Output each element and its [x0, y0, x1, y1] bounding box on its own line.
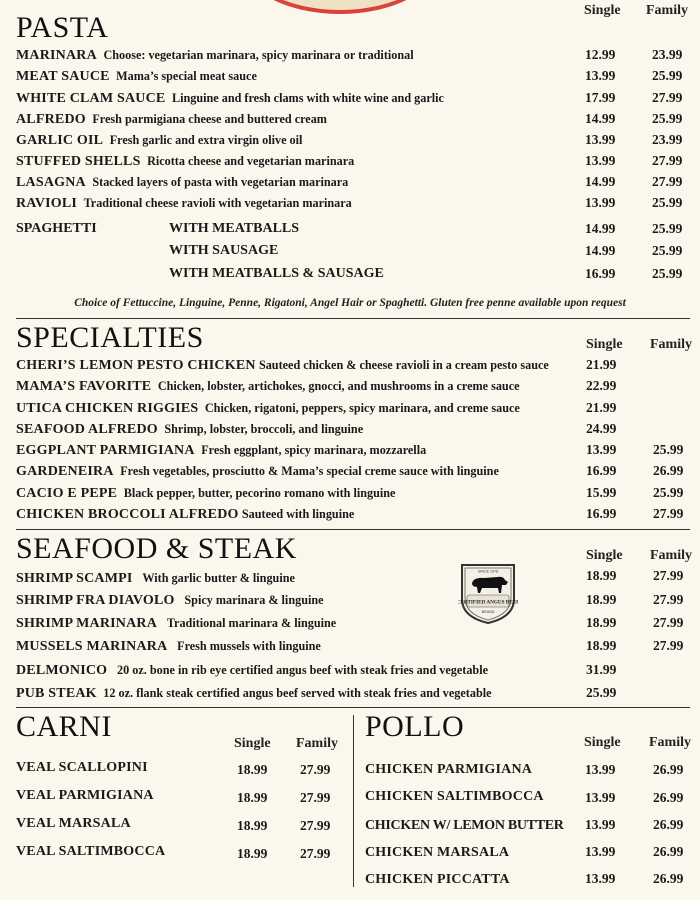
- menu-item: [16, 592, 324, 609]
- carni-heading: CARNI: [16, 710, 112, 743]
- single-price: 13.99: [585, 153, 616, 168]
- family-price: 25.99: [653, 485, 684, 500]
- item-description: Chicken, lobster, artichokes, gnocci, and mushrooms in a creme sauce: [157, 379, 520, 393]
- menu-item: [16, 485, 395, 502]
- item-name: CHICKEN MARSALA: [365, 845, 510, 860]
- item-name: MEAT SAUCE: [16, 69, 110, 84]
- menu-item: [16, 421, 363, 438]
- menu-item: [16, 815, 131, 832]
- family-price: 26.99: [653, 790, 684, 805]
- item-name: STUFFED SHELLS: [16, 154, 141, 169]
- single-price: 24.99: [586, 421, 617, 436]
- item-description: Black pepper, butter, pecorino romano with linguine: [123, 486, 396, 500]
- family-price: 25.99: [652, 243, 683, 258]
- item-name: SEAFOOD ALFREDO: [16, 422, 158, 437]
- item-description: Fresh mussels with linguine: [177, 639, 321, 653]
- single-price: 16.99: [585, 266, 616, 281]
- menu-item: [16, 615, 336, 632]
- single-price: 14.99: [585, 111, 616, 126]
- menu-item: [16, 357, 549, 374]
- seafood-single-header: Single: [586, 548, 623, 563]
- item-name: SPAGHETTI: [16, 221, 97, 236]
- pollo-heading: POLLO: [365, 710, 465, 743]
- menu-item: [365, 871, 510, 888]
- menu-item: [16, 787, 154, 804]
- spaghetti-option-label: WITH MEATBALLS: [169, 221, 300, 236]
- family-price: 25.99: [652, 221, 683, 236]
- single-price: 31.99: [586, 662, 617, 677]
- family-price: 27.99: [653, 615, 684, 630]
- seafood-family-header: Family: [650, 548, 692, 563]
- item-name: SHRIMP SCAMPI: [16, 571, 133, 586]
- menu-item: [365, 761, 532, 778]
- item-description: Ricotta cheese and vegetarian marinara: [147, 154, 355, 168]
- family-price: 27.99: [653, 506, 684, 521]
- single-price: 25.99: [586, 685, 617, 700]
- menu-item: [16, 111, 327, 128]
- item-name: ALFREDO: [16, 112, 86, 127]
- single-price: 22.99: [586, 378, 617, 393]
- single-price: 13.99: [585, 844, 616, 859]
- item-description: Fresh garlic and extra virgin olive oil: [109, 133, 303, 147]
- single-price: 13.99: [585, 790, 616, 805]
- family-price: 26.99: [653, 871, 684, 886]
- item-description: With garlic butter & linguine: [142, 571, 295, 585]
- item-name: VEAL SCALLOPINI: [16, 760, 148, 775]
- family-price: 27.99: [300, 762, 331, 777]
- item-description: Mama’s special meat sauce: [116, 69, 257, 83]
- item-name: CHICKEN SALTIMBOCCA: [365, 789, 544, 804]
- item-description: 20 oz. bone in rib eye certified angus beef with steak fries and vegetable: [117, 663, 488, 677]
- menu-item: [16, 195, 352, 212]
- menu-item: [16, 685, 492, 702]
- family-price: 27.99: [652, 174, 683, 189]
- item-name: VEAL SALTIMBOCCA: [16, 844, 166, 859]
- family-price: 26.99: [653, 817, 684, 832]
- single-price: 21.99: [586, 400, 617, 415]
- single-price: 16.99: [586, 463, 617, 478]
- single-price: 16.99: [586, 506, 617, 521]
- menu-item: [16, 47, 414, 64]
- item-name: CHICKEN BROCCOLI ALFREDO: [16, 507, 239, 522]
- item-description: Spicy marinara & linguine: [184, 593, 324, 607]
- menu-item: [16, 759, 148, 776]
- family-price: 27.99: [652, 90, 683, 105]
- menu-item: [16, 506, 354, 523]
- single-price: 18.99: [586, 568, 617, 583]
- menu-item: [16, 843, 165, 860]
- pasta-family-header: Family: [646, 3, 688, 18]
- family-price: 27.99: [653, 592, 684, 607]
- single-price: 14.99: [585, 174, 616, 189]
- pasta-heading: PASTA: [16, 11, 109, 44]
- single-price: 18.99: [586, 615, 617, 630]
- menu-item: [365, 844, 509, 861]
- family-price: 25.99: [652, 266, 683, 281]
- item-name: CACIO E PEPE: [16, 486, 118, 501]
- single-price: 17.99: [585, 90, 616, 105]
- item-name: CHICKEN W/ LEMON BUTTER: [365, 818, 564, 833]
- certified-angus-beef-logo: [458, 561, 518, 625]
- divider: [16, 529, 690, 530]
- family-price: 27.99: [653, 638, 684, 653]
- item-description: Sauteed with linguine: [241, 507, 355, 521]
- item-name: MAMA’S FAVORITE: [16, 379, 152, 394]
- family-price: 23.99: [652, 47, 683, 62]
- family-price: 27.99: [300, 846, 331, 861]
- carni-single-header: Single: [234, 736, 271, 751]
- pasta-choice-note: Choice of Fettuccine, Linguine, Penne, Rigatoni, Angel Hair or Spaghetti. Gluten free penne available upon request: [74, 297, 626, 309]
- pollo-single-header: Single: [584, 735, 621, 750]
- item-name: CHICKEN PARMIGIANA: [365, 762, 533, 777]
- badge-main-text: CERTIFIED ANGUS BEEF: [458, 599, 518, 606]
- single-price: 13.99: [586, 442, 617, 457]
- single-price: 21.99: [586, 357, 617, 372]
- family-price: 27.99: [300, 818, 331, 833]
- family-price: 25.99: [652, 68, 683, 83]
- badge-since-text: SINCE 1978: [478, 569, 498, 574]
- menu-item: [16, 400, 520, 417]
- item-description: Traditional marinara & linguine: [166, 616, 337, 630]
- menu-item: [365, 817, 564, 834]
- item-name: EGGPLANT PARMIGIANA: [16, 443, 195, 458]
- item-description: Traditional cheese ravioli with vegetarian marinara: [83, 196, 352, 210]
- single-price: 18.99: [237, 762, 268, 777]
- item-name: MUSSELS MARINARA: [16, 639, 168, 654]
- family-price: 25.99: [652, 195, 683, 210]
- spaghetti-option-label: WITH SAUSAGE: [169, 243, 279, 258]
- item-name: CHICKEN PICCATTA: [365, 872, 510, 887]
- item-name: LASAGNA: [16, 175, 86, 190]
- single-price: 13.99: [585, 132, 616, 147]
- single-price: 13.99: [585, 817, 616, 832]
- spaghetti-option-label: WITH MEATBALLS & SAUSAGE: [169, 266, 384, 281]
- item-description: Fresh eggplant, spicy marinara, mozzarella: [201, 443, 427, 457]
- item-name: PUB STEAK: [16, 686, 97, 701]
- seafood-steak-heading: SEAFOOD & STEAK: [16, 532, 297, 565]
- menu-item: [16, 378, 520, 395]
- menu-item: [16, 174, 348, 191]
- single-price: 13.99: [585, 68, 616, 83]
- item-name: MARINARA: [16, 48, 97, 63]
- single-price: 12.99: [585, 47, 616, 62]
- item-name: WHITE CLAM SAUCE: [16, 91, 166, 106]
- specialties-single-header: Single: [586, 337, 623, 352]
- single-price: 14.99: [585, 221, 616, 236]
- single-price: 15.99: [586, 485, 617, 500]
- item-description: 12 oz. flank steak certified angus beef served with steak fries and vegetable: [103, 686, 492, 700]
- item-name: CHERI’S LEMON PESTO CHICKEN: [16, 358, 256, 373]
- single-price: 14.99: [585, 243, 616, 258]
- item-name: VEAL MARSALA: [16, 816, 131, 831]
- item-name: SHRIMP MARINARA: [16, 616, 158, 631]
- item-name: DELMONICO: [16, 663, 108, 678]
- menu-item: [16, 442, 426, 459]
- item-description: Sauteed chicken & cheese ravioli in a cream pesto sauce: [258, 358, 549, 372]
- carni-family-header: Family: [296, 736, 338, 751]
- menu-item: [16, 662, 488, 679]
- item-name: VEAL PARMIGIANA: [16, 788, 154, 803]
- item-name: GARDENEIRA: [16, 464, 114, 479]
- item-description: Stacked layers of pasta with vegetarian marinara: [92, 175, 349, 189]
- specialties-heading: SPECIALTIES: [16, 321, 204, 354]
- family-price: 23.99: [652, 132, 683, 147]
- single-price: 18.99: [237, 818, 268, 833]
- item-name: RAVIOLI: [16, 196, 78, 211]
- family-price: 27.99: [652, 153, 683, 168]
- family-price: 25.99: [652, 111, 683, 126]
- single-price: 13.99: [585, 871, 616, 886]
- menu-item: [16, 90, 444, 107]
- family-price: 27.99: [653, 568, 684, 583]
- single-price: 13.99: [585, 762, 616, 777]
- family-price: 26.99: [653, 844, 684, 859]
- item-name: GARLIC OIL: [16, 133, 104, 148]
- menu-item: [16, 463, 499, 480]
- menu-item: [16, 570, 295, 587]
- top-plate-graphic: [238, 0, 442, 14]
- menu-item: [16, 153, 354, 170]
- single-price: 13.99: [585, 195, 616, 210]
- single-price: 18.99: [586, 638, 617, 653]
- family-price: 27.99: [300, 790, 331, 805]
- single-price: 18.99: [237, 846, 268, 861]
- item-description: Choose: vegetarian marinara, spicy marinara or traditional: [103, 48, 414, 62]
- item-description: Chicken, rigatoni, peppers, spicy marinara, and creme sauce: [204, 401, 520, 415]
- family-price: 26.99: [653, 463, 684, 478]
- divider: [16, 707, 690, 708]
- menu-item: [365, 788, 544, 805]
- item-description: Shrimp, lobster, broccoli, and linguine: [164, 422, 364, 436]
- item-name: SHRIMP FRA DIAVOLO: [16, 593, 175, 608]
- family-price: 25.99: [653, 442, 684, 457]
- menu-item: [16, 68, 257, 85]
- item-description: Linguine and fresh clams with white wine and garlic: [171, 91, 444, 105]
- item-name: UTICA CHICKEN RIGGIES: [16, 401, 199, 416]
- single-price: 18.99: [237, 790, 268, 805]
- pollo-family-header: Family: [649, 735, 691, 750]
- menu-item: [16, 638, 321, 655]
- single-price: 18.99: [586, 592, 617, 607]
- column-divider: [353, 715, 354, 887]
- badge-brand-text: BRAND: [481, 610, 495, 614]
- item-description: Fresh vegetables, prosciutto & Mama’s special creme sauce with linguine: [120, 464, 499, 478]
- specialties-family-header: Family: [650, 337, 692, 352]
- family-price: 26.99: [653, 762, 684, 777]
- divider: [16, 318, 690, 319]
- pasta-single-header: Single: [584, 3, 621, 18]
- item-description: Fresh parmigiana cheese and buttered cream: [92, 112, 327, 126]
- menu-item: [16, 132, 302, 149]
